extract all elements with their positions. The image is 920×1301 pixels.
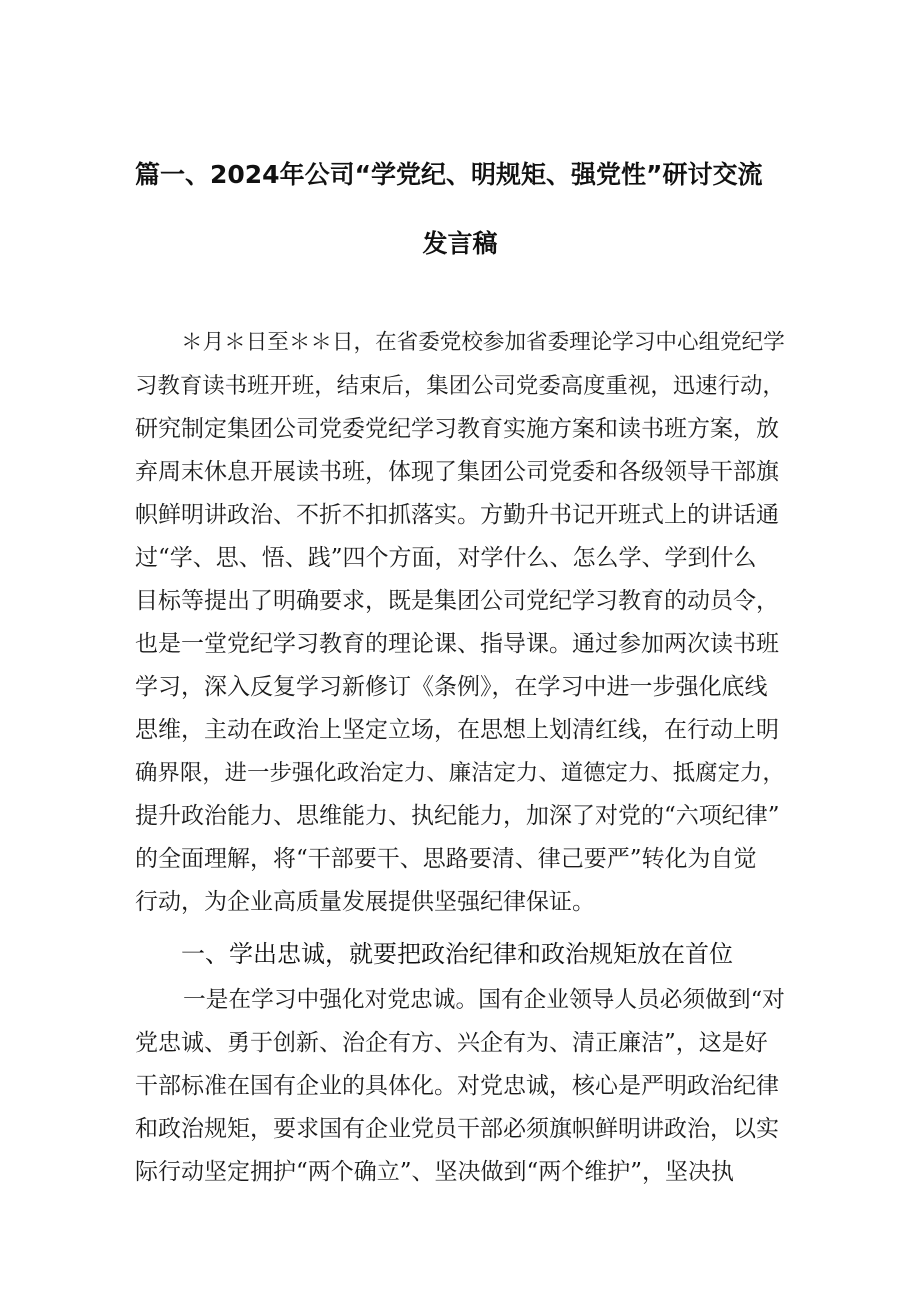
paragraph-line: 帜鲜明讲政治、不折不扣抓落实。方勤升书记开班式上的讲话通: [135, 502, 779, 528]
paragraph-line: 学习，深入反复学习新修订《条例》，在学习中进一步强化底线: [135, 674, 768, 700]
paragraph-line: ＊月＊日至＊＊日，在省委党校参加省委理论学习中心组党纪学: [181, 330, 785, 355]
paragraph-line: 提升政治能力、思维能力、执纪能力，加深了对党的“六项纪律”: [135, 803, 780, 829]
paragraph-2: [135, 985, 785, 1205]
paragraph-line: 干部标准在国有企业的具体化。对党忠诚，核心是严明政治纪律: [135, 1073, 779, 1099]
paragraph-line: 习教育读书班开班，结束后，集团公司党委高度重视，迅速行动，: [135, 373, 785, 399]
paragraph-line: 确界限，进一步强化政治定力、廉洁定力、道德定力、抵腐定力，: [135, 760, 785, 786]
paragraph-line: 研究制定集团公司党委党纪学习教育实施方案和读书班方案，放: [135, 416, 779, 442]
paragraph-line: 目标等提出了明确要求，既是集团公司党纪学习教育的动员令，: [135, 588, 779, 614]
paragraph-1: [135, 328, 785, 928]
paragraph-line: 和政治规矩，要求国有企业党员干部必须旗帜鲜明讲政治，以实: [135, 1116, 779, 1142]
document-title-line-1: 篇一、2024年公司“学党纪、明规矩、强党性”研讨交流: [135, 160, 763, 189]
paragraph-line: 弃周末休息开展读书班，体现了集团公司党委和各级领导干部旗: [135, 459, 779, 485]
paragraph-line: 过“学、思、悟、践”四个方面，对学什么、怎么学、学到什么: [135, 545, 757, 571]
section-heading: 一、学出忠诚，就要把政治纪律和政治规矩放在首位: [181, 940, 733, 968]
paragraph-line: 一是在学习中强化对党忠诚。国有企业领导人员必须做到“对: [183, 987, 785, 1013]
paragraph-line: 党忠诚、勇于创新、治企有方、兴企有为、清正廉洁”，这是好: [135, 1030, 768, 1056]
paragraph-line: 思维，主动在政治上坚定立场，在思想上划清红线，在行动上明: [135, 717, 779, 743]
paragraph-line: 际行动坚定拥护“两个确立”、坚决做到“两个维护”，坚决执: [135, 1159, 735, 1185]
paragraph-line: 也是一堂党纪学习教育的理论课、指导课。通过参加两次读书班: [135, 631, 779, 657]
document-title-line-2: 发言稿: [422, 229, 498, 258]
paragraph-line: 的全面理解，将“干部要干、思路要清、律己要严”转化为自觉: [135, 846, 757, 872]
paragraph-line: 行动，为企业高质量发展提供坚强纪律保证。: [135, 889, 595, 915]
